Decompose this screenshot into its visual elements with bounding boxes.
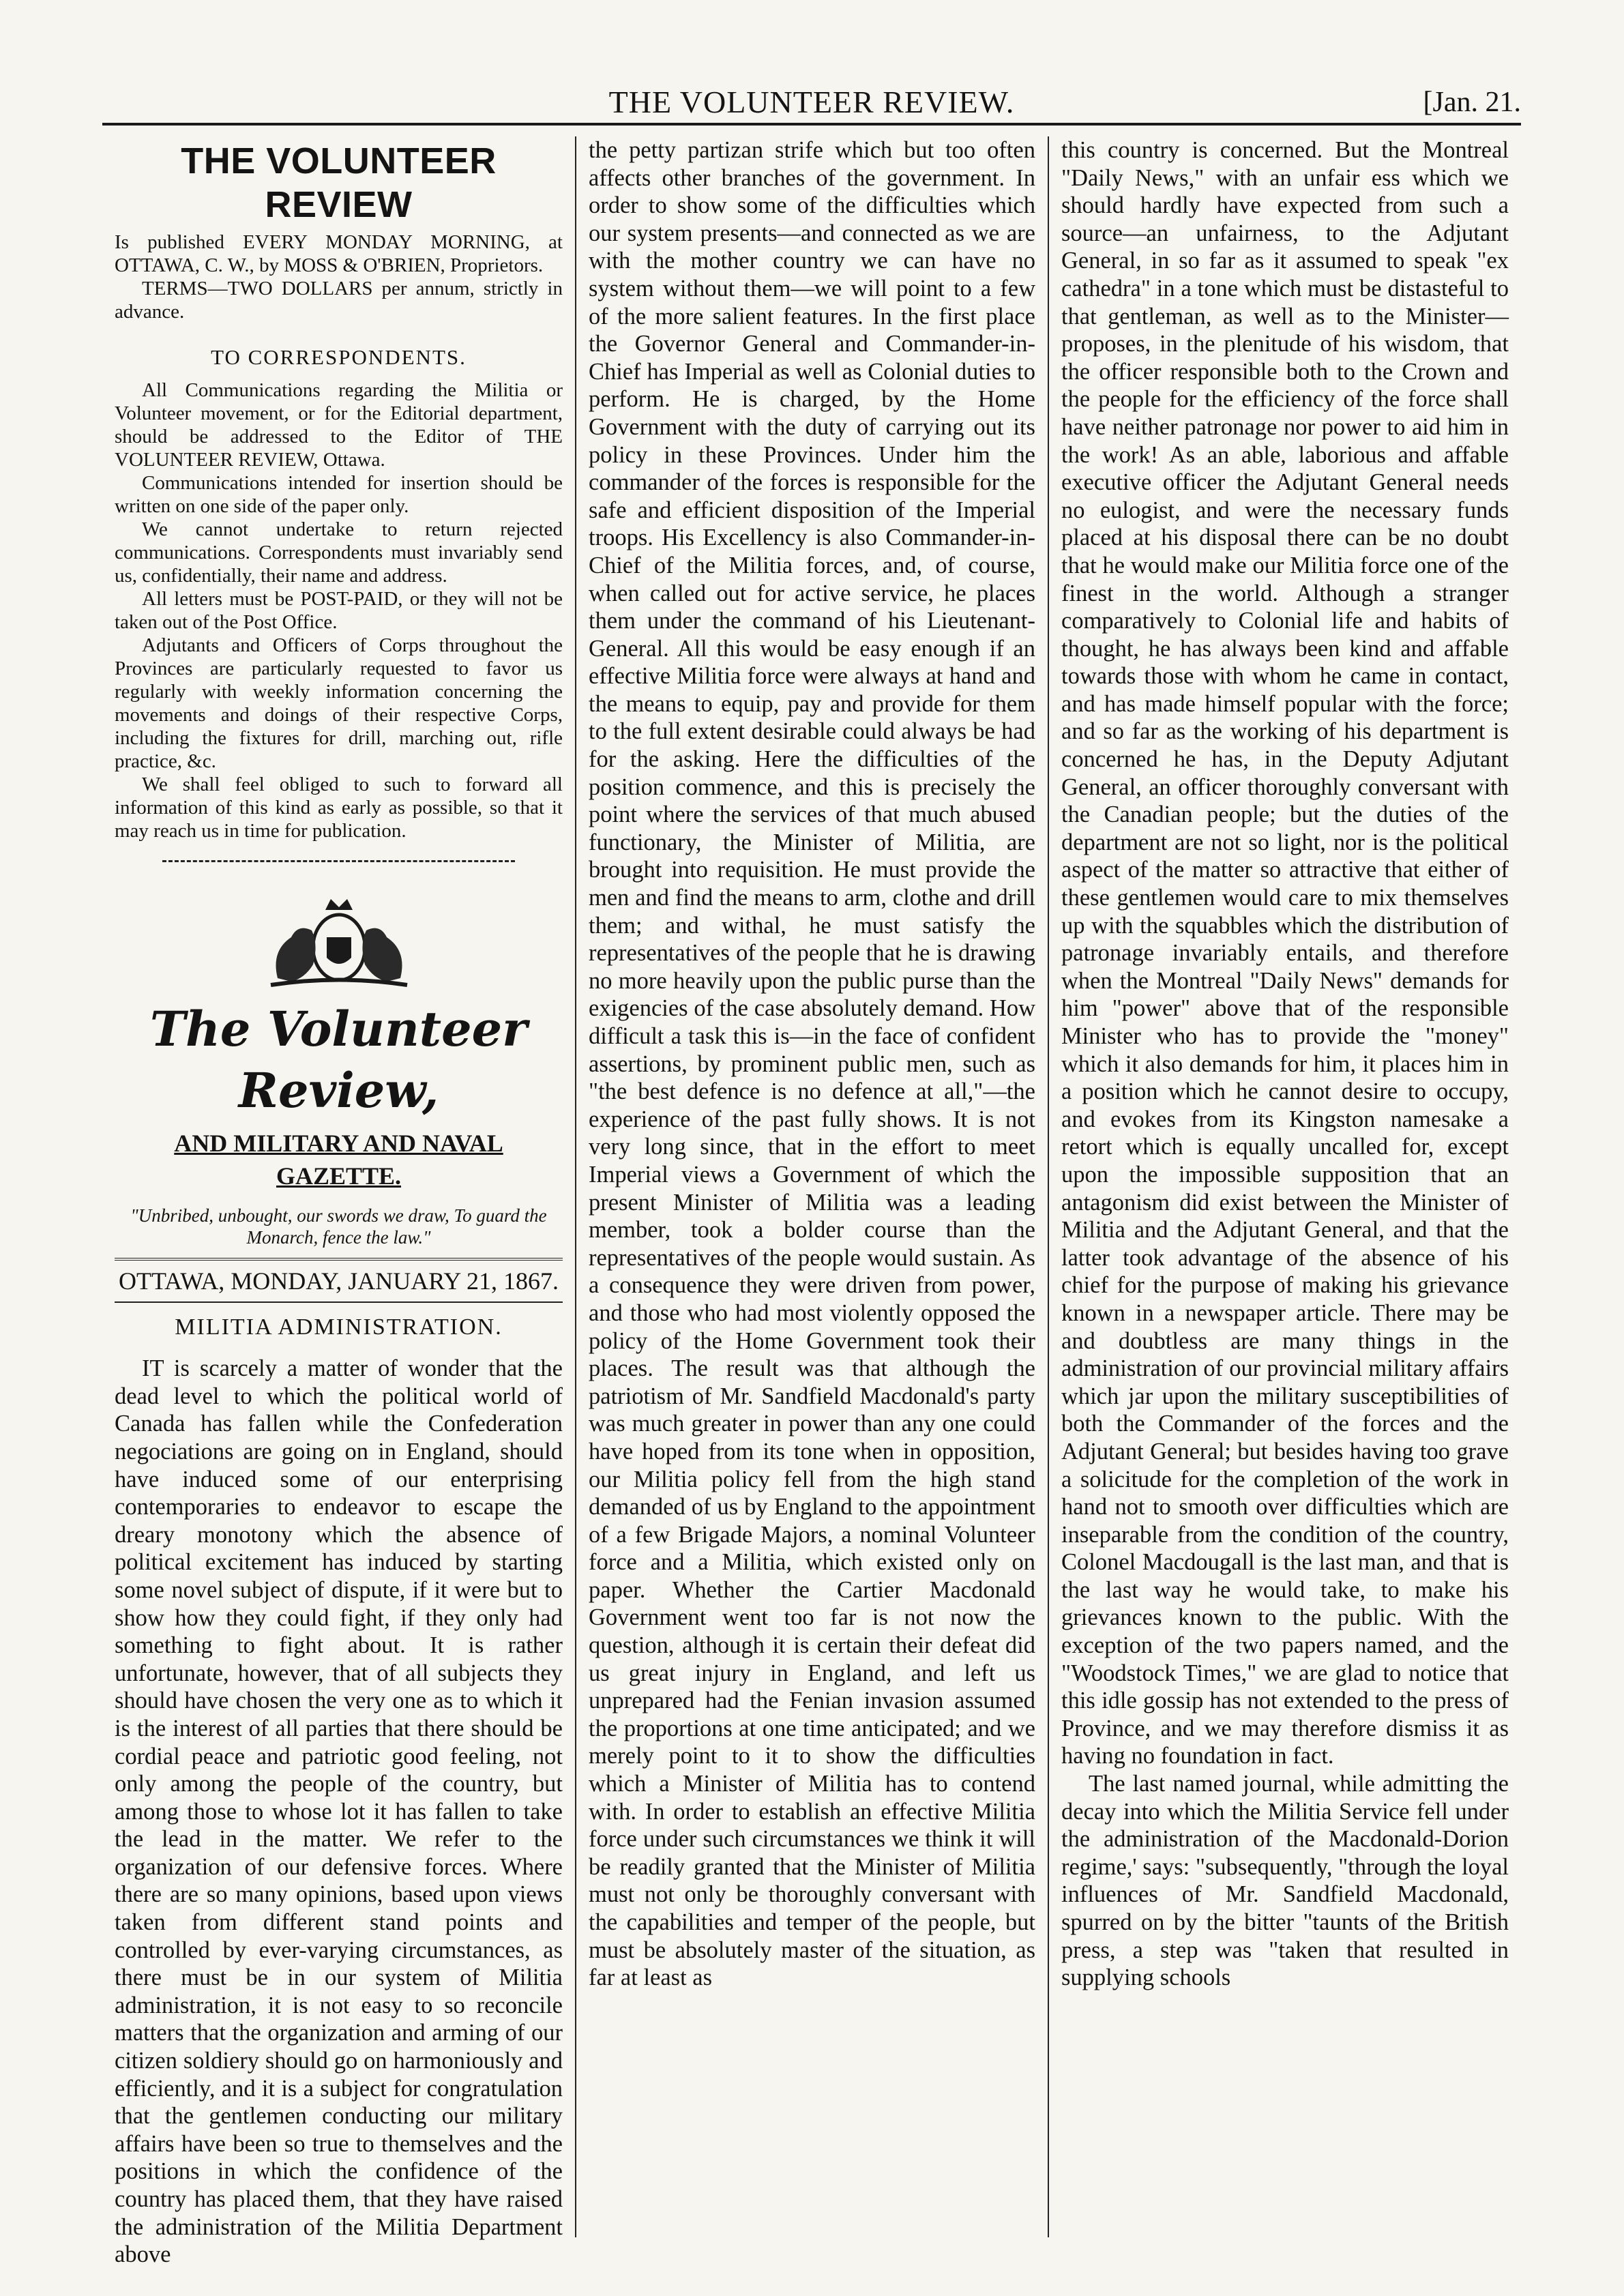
gazette-subtitle: AND MILITARY AND NAVAL GAZETTE. — [174, 1129, 503, 1190]
running-title: THE VOLUNTEER REVIEW. — [608, 85, 1015, 119]
blackletter-title: The Volunteer Review, — [149, 1000, 528, 1119]
dateline: OTTAWA, MONDAY, JANUARY 21, 1867. — [115, 1258, 563, 1303]
correspondents-note-4: All letters must be POST-PAID, or they will not be taken out of the Post Office. — [115, 587, 563, 633]
publication-notice: Is published EVERY MONDAY MORNING, at OTTAWA, C. W., by MOSS & O'BRIEN, Proprietors. — [115, 231, 563, 276]
article-paragraph: The last named journal, while admitting the decay into which the Militia Service fell under the administration of the Macdonald-Dorion regime,' says: "subsequently, "through the loyal influences of Mr. Sandfield Macdonald, spurred on by the bitter "taunts of the British press, a step was "taken that resulted in supplying schools — [1061, 1771, 1509, 1991]
correspondents-note-2: Communications intended for insertion should be written on one side of the paper only. — [115, 471, 563, 517]
divider — [162, 860, 515, 862]
article-paragraph: the petty partizan strife which but too often affects other branches of the government. In order to show some of the difficulties which our system presents—and connected as we are with the mother country we can have no system without them—we will point to a few of the more salient features. In the first place the Governor General and Commander-in-Chief has Imperial as well as Colonial duties to perform. He is charged, by the Home Government with the duty of carrying out its policy in these Provinces. Under him the commander of the forces is responsible for the safe and efficient disposition of the Imperial troops. His Excellency is also Commander-in-Chief of the Militia forces, and, of course, when called out for active service, he places them under the command of his Lieutenant-General. All this would be easy enough if an effective Militia force were always at hand and the means to equip, pay and provide for them to the full extent desirable could always be had for the asking. Here the difficulties of the position commence, and this is precisely the point where the services of that much abused functionary, the Minister of Militia, are brought into requisition. He must provide the men and find the means to arm, clothe and drill them; and withal, he must satisfy the representatives of the people that he is drawing no more heavily upon the public purse than the exigencies of the case absolutely demand. How difficult a task this is—in the face of confident assertions, by prominent public men, such as "the best defence is no defence at all,"—the experience of the past fully shows. It is not very long since, that in the effort to meet Imperial views a Government of which the present Minister of Militia was a leading member, took a bolder course than the representatives of the people would sustain. As a consequence they were driven from power, and those who had most violently opposed the policy of the Home Government took their places. The result was that although the patriotism of Mr. Sandfield Macdonald's party was much greater in power than any one could have hoped from its tone when in opposition, our Militia policy fell from the high stand demanded of us by England to the appointment of a few Brigade Majors, a nominal Volunteer force and a Militia, which existed only on paper. Whether the Cartier Macdonald Government went too far is not now the question, although it is certain their defeat did us great injury in England, and left us unprepared had the Fenian invasion assumed the proportions at one time anticipated; and we merely point to it to show the difficulties which a Minister of Militia has to contend with. In order to establish an effective Militia force under such circumstances we think it will be readily granted that the Minister of Militia must not only be thoroughly conversant with the capabilities and temper of the people, but must be absolutely master of the situation, as far at least as — [589, 137, 1035, 1991]
correspondents-note-1: All Communications regarding the Militia or Volunteer movement, or for the Editorial department, should be addressed to the Editor of THE VOLUNTEER REVIEW, Ottawa. — [115, 379, 563, 471]
article-paragraph: IT is scarcely a matter of wonder that the dead level to which the political world of Canada has fallen while the Confederation negociations are going on in England, should have induced some of our enterprising contemporaries to endeavor to escape the dreary monotony which the absence of political excitement has induced by starting some novel subject of dispute, if it were but to show how they could fight, if they only had something to fight about. It is rather unfortunate, however, that of all subjects they should have chosen the very one as to which it is the interest of all parties that there should be cordial peace and patriotic good feeling, not only among the people of the country, but among those to whose lot it has fallen to take the lead in the matter. We refer to the organization of our defensive forces. Where there are so many opinions, based upon views taken from different stand points and controlled by ever-varying circumstances, as there must be in our system of Militia administration, it is not easy to so reconcile matters that the organization and arming of our citizen soldiery should go on harmoniously and efficiently, and it is a subject for congratulation that the gentlemen conducting our military affairs have been so true to themselves and the positions in which the confidence of the country has placed them, that they have raised the administration of the Militia Department above — [115, 1355, 563, 2268]
correspondents-heading: TO CORRESPONDENTS. — [211, 345, 467, 369]
columns — [102, 136, 1521, 2268]
correspondents-note-6: We shall feel obliged to such to forward all information of this kind as early as possible, so that it may reach us in time for publication. — [115, 773, 563, 842]
article-paragraph: this country is concerned. But the Montreal "Daily News," with an unfair ess which we should hardly have expected from such a source—an unfairness, to the Adjutant General, in so far as it assumed to speak "ex cathedra" in a tone which must be distasteful to that gentleman, as well as to the Minister—proposes, in the plenitude of his wisdom, that the officer responsible both to the Crown and the people for the efficiency of the force shall have neither patronage nor power to aid him in the work! As an able, laborious and affable executive officer the Adjutant General needs no eulogist, and were the necessary funds placed at his disposal there can be no doubt that he would make our Militia force one of the finest in the world. Although a stranger comparatively to Colonial life and habits of thought, he has always been kind and affable towards those with whom he came in contact, and has made himself popular with the force; and so far as the working of his department is concerned he has, in the Deputy Adjutant General, an officer thoroughly conversant with the Canadian people; but the duties of the department are not so light, nor is the political aspect of the matter so attractive that either of these gentlemen would care to mix themselves up with the squabbles which the distribution of patronage invariably entails, and therefore when the Montreal "Daily News" demands for him "power" above that of the responsible Minister who has to provide the "money" which it also demands for him, it places him in a position which he cannot desire to occupy, and evokes from its Kingston namesake a retort which is equally uncalled for, except upon the impossible supposition that an antagonism did exist between the Minister of Militia and the Adjutant General, and that the latter took advantage of the absence of his chief for the purpose of making his grievance known in a newspaper article. There may be and doubtless are many things in the administration of our provincial military affairs which jar upon the military susceptibilities of both the Commander of the forces and the Adjutant General; but besides having too grave a solicitude for the completion of the work in hand not to smooth over difficulties which are inseparable from the condition of the country, Colonel Macdougall is the last man, and that is the last way he would take, to make his grievances known to the public. With the exception of the two papers named, and the "Woodstock Times," we are glad to notice that this idle gossip has not extended to the press of Province, and we may therefore dismiss it as having no foundation in fact. — [1061, 137, 1509, 1769]
running-date: [Jan. 21. — [1423, 87, 1521, 118]
terms-notice: TERMS—TWO DOLLARS per annum, strictly in advance. — [115, 278, 563, 323]
motto: "Unbribed, unbought, our swords we draw, To guard the Monarch, fence the law." — [130, 1205, 547, 1248]
column-1 — [102, 136, 575, 2268]
masthead-title: THE VOLUNTEER REVIEW — [181, 141, 497, 225]
correspondents-note-5: Adjutants and Officers of Corps throughout the Provinces are particularly requested to favor us regularly with weekly information concerning the movements and doings of their respective Corps, including the fixtures for drill, marching out, rifle practice, &c. — [115, 634, 563, 772]
royal-crest-icon — [250, 889, 428, 992]
running-head — [102, 82, 1521, 126]
article-heading: MILITIA ADMINISTRATION. — [175, 1314, 503, 1340]
newspaper-page — [102, 82, 1521, 2268]
correspondents-note-3: We cannot undertake to return rejected communications. Correspondents must invariably send us, confidentially, their name and address. — [115, 518, 563, 587]
column-3 — [1048, 136, 1521, 2237]
column-2 — [575, 136, 1048, 2237]
